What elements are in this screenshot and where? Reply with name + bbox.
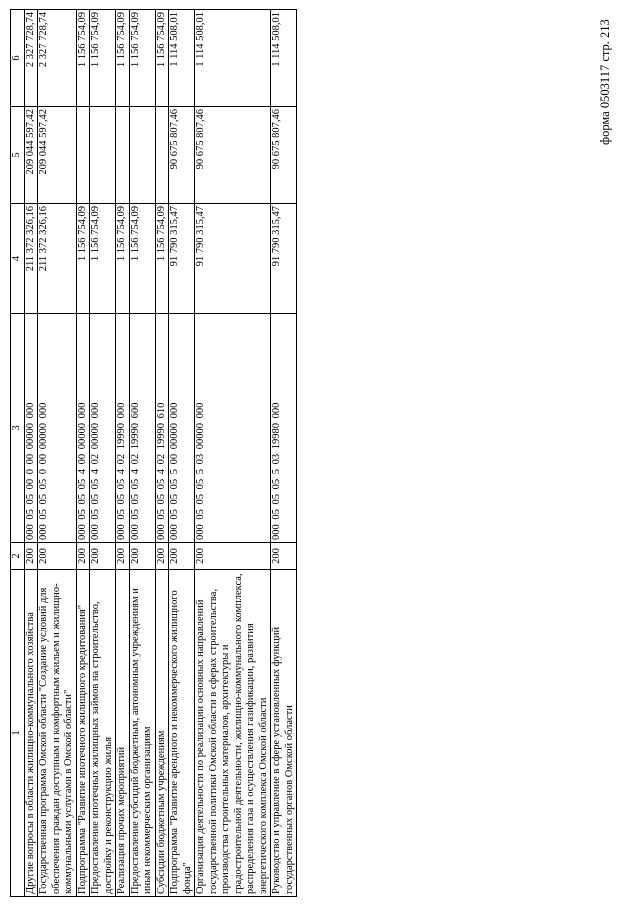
row-name: Организация деятельности по реализации основных направлений государственной политики Омской области в сферах строительства, производства строительных материалов, архитектуры и градостроительной деятельности, жилищно-коммунального комплекса, распределения газа и осуществления газификации, развития энергетического комплекса Омской области: [195, 570, 271, 897]
row-line-code: 200: [38, 543, 77, 570]
row-unexecuted: 1 114 508,01: [271, 10, 297, 107]
row-executed: 90 675 807,46: [195, 107, 271, 204]
row-unexecuted: 2 327 728,74: [38, 10, 77, 107]
form-label: форма 0503117 стр. 213: [598, 19, 612, 145]
table-row: [90, 10, 116, 897]
row-approved: 1 156 754,09: [76, 204, 90, 314]
row-budget-code: 000 05 05 05 4 00 00000 000: [76, 314, 90, 543]
row-line-code: 200: [195, 543, 271, 570]
row-line-code: 200: [169, 543, 195, 570]
row-unexecuted: 1 156 754,09: [129, 10, 155, 107]
row-unexecuted: 1 114 508,01: [195, 10, 271, 107]
row-unexecuted: 1 156 754,09: [90, 10, 116, 107]
row-name: Реализация прочих мероприятий: [116, 570, 130, 897]
table-row: [76, 10, 90, 897]
row-line-code: 200: [129, 543, 155, 570]
row-approved: 1 156 754,09: [155, 204, 169, 314]
row-budget-code: 000 05 05 05 0 00 00000 000: [38, 314, 77, 543]
row-budget-code: 000 05 05 05 4 02 19990 000: [116, 314, 130, 543]
row-unexecuted: 1 114 508,01: [169, 10, 195, 107]
row-approved: 91 790 315,47: [169, 204, 195, 314]
header-cell: 3: [11, 314, 25, 543]
row-name: Руководство и управление в сфере установленных функций государственных органов Омской области: [271, 570, 297, 897]
row-name: Подпрограмма "Развитие арендного и некоммерческого жилищного фонда": [169, 570, 195, 897]
header-cell: 1: [11, 570, 25, 897]
header-cell: 4: [11, 204, 25, 314]
budget-table: [10, 9, 297, 897]
row-name: Государственная программа Омской области "Создание условий для обеспечения граждан доступным и комфортным жильем и жилищно-коммунальными услугами в Омской области": [38, 570, 77, 897]
row-name: Подпрограмма "Развитие ипотечного жилищного кредитования": [76, 570, 90, 897]
row-budget-code: 000 05 05 05 4 02 00000 000: [90, 314, 116, 543]
row-approved: 1 156 754,09: [116, 204, 130, 314]
row-budget-code: 000 05 05 00 0 00 00000 000: [24, 314, 38, 543]
row-executed: 90 675 807,46: [169, 107, 195, 204]
row-line-code: 200: [24, 543, 38, 570]
row-executed: [129, 107, 155, 204]
row-budget-code: 000 05 05 05 5 00 00000 000: [169, 314, 195, 543]
row-approved: 211 372 326,16: [38, 204, 77, 314]
row-name: Предоставление субсидий бюджетным, автономным учреждениям и иным некоммерческим организациям: [129, 570, 155, 897]
row-executed: [116, 107, 130, 204]
row-name: Другие вопросы в области жилищно-коммунального хозяйства: [24, 570, 38, 897]
row-approved: 1 156 754,09: [90, 204, 116, 314]
row-line-code: 200: [271, 543, 297, 570]
header-cell: 5: [11, 107, 25, 204]
table-row: [116, 10, 130, 897]
table-row: [155, 10, 169, 897]
table-row: [38, 10, 77, 897]
row-budget-code: 000 05 05 05 4 02 19990 600: [129, 314, 155, 543]
row-name: Предоставление ипотечных жилищных займов на строительство, достройку и реконструкцию жилья: [90, 570, 116, 897]
row-budget-code: 000 05 05 05 4 02 19990 610: [155, 314, 169, 543]
table-row: [271, 10, 297, 897]
row-unexecuted: 1 156 754,09: [76, 10, 90, 107]
row-budget-code: 000 05 05 05 5 03 19980 000: [271, 314, 297, 543]
row-executed: 90 675 807,46: [271, 107, 297, 204]
header-row: [11, 10, 25, 897]
row-executed: [155, 107, 169, 204]
row-unexecuted: 1 156 754,09: [155, 10, 169, 107]
row-name: Субсидии бюджетным учреждениям: [155, 570, 169, 897]
header-cell: 2: [11, 543, 25, 570]
header-cell: 6: [11, 10, 25, 107]
row-approved: 91 790 315,47: [195, 204, 271, 314]
row-line-code: 200: [116, 543, 130, 570]
table-row: [129, 10, 155, 897]
row-executed: [90, 107, 116, 204]
row-line-code: 200: [155, 543, 169, 570]
table-row: [169, 10, 195, 897]
row-executed: 209 044 597,42: [38, 107, 77, 204]
row-executed: 209 044 597,42: [24, 107, 38, 204]
row-budget-code: 000 05 05 05 5 03 00000 000: [195, 314, 271, 543]
row-executed: [76, 107, 90, 204]
table-row: [195, 10, 271, 897]
row-approved: 1 156 754,09: [129, 204, 155, 314]
row-line-code: 200: [76, 543, 90, 570]
row-line-code: 200: [90, 543, 116, 570]
row-approved: 91 790 315,47: [271, 204, 297, 314]
row-approved: 211 372 326,16: [24, 204, 38, 314]
row-unexecuted: 1 156 754,09: [116, 10, 130, 107]
table-row: [24, 10, 38, 897]
row-unexecuted: 2 327 728,74: [24, 10, 38, 107]
